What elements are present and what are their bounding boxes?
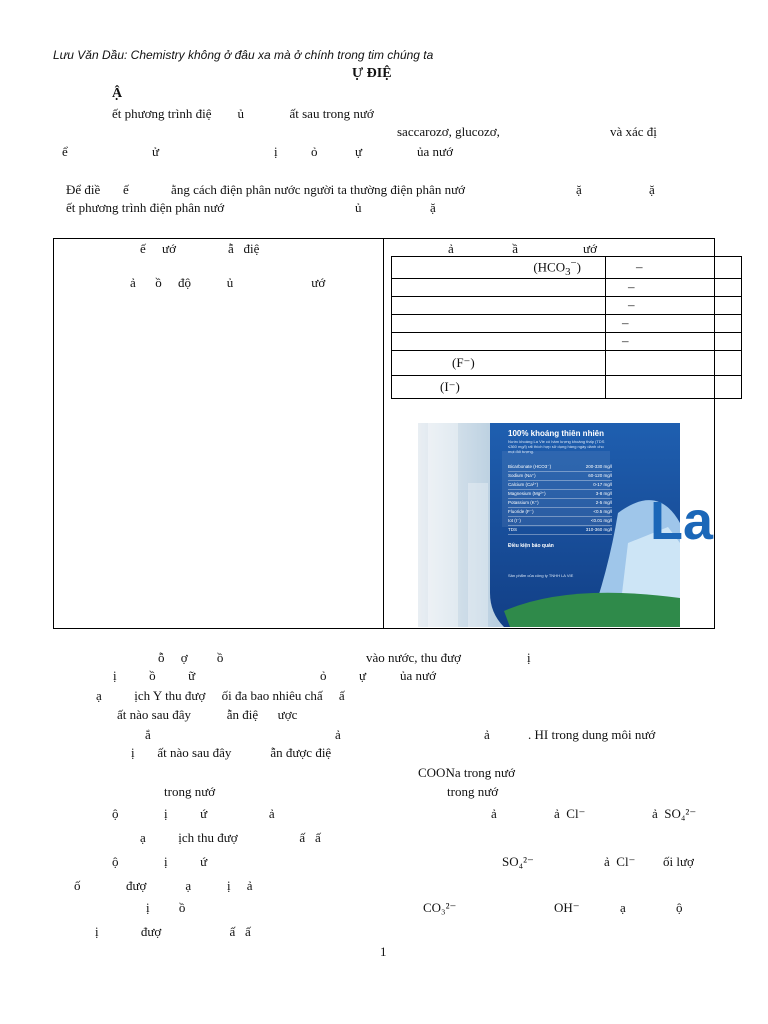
table-cell: $(HCO_3^-)$ — [392, 257, 606, 279]
label-mineral-name: Magnesium (Mg²⁺) — [508, 491, 546, 496]
label-mineral-name: Potassium (K⁺) — [508, 500, 539, 505]
label-mineral-row — [508, 490, 612, 499]
question-line: vào nước, thu đượ — [366, 650, 461, 665]
paragraph-line: ặ — [576, 182, 582, 197]
section-heading: Ậ — [112, 86, 123, 101]
label-mineral-name: TDS — [508, 527, 517, 532]
box-left-line: ả ồ độ ủ ướ — [130, 275, 326, 290]
table-cell — [392, 296, 606, 314]
page-number: 1 — [380, 944, 387, 959]
question-line: ị ồ ữ — [113, 668, 196, 683]
question-line: ả — [484, 727, 490, 742]
table-cell: – — [606, 257, 742, 279]
question-line: ố đượ ạ ị ả — [74, 878, 253, 893]
question-line: saccarozơ, glucozơ, — [397, 124, 500, 139]
table-row — [392, 278, 742, 296]
question-line: ộ ị ứ ả — [112, 806, 275, 821]
question-line: ị — [274, 144, 278, 159]
label-mineral-row — [508, 481, 612, 490]
table-row — [392, 314, 742, 332]
table-cell — [392, 314, 606, 332]
question-line: OH⁻ — [554, 900, 580, 915]
question-line: ử — [152, 144, 160, 159]
label-mineral-value: 2-5 mg/l — [595, 500, 612, 505]
table-cell — [606, 350, 742, 375]
paragraph-line: ết phương trình điện phân nướ — [66, 200, 225, 215]
table-row — [392, 375, 742, 398]
label-mineral-value: 200-330 mg/l — [585, 464, 612, 469]
label-title: 100% khoáng thiên nhiên — [508, 429, 605, 438]
brand-logo: La — [650, 491, 714, 551]
label-mineral-name: Fluoride (F⁻) — [508, 509, 534, 514]
question-line: ể — [62, 144, 68, 159]
label-mineral-name: Sodium (Na⁺) — [508, 473, 536, 478]
question-line: ả SO₄²⁻ — [652, 806, 697, 821]
question-line: ạ ịch thu đượ ấ ấ — [140, 830, 321, 845]
question-line: ả — [491, 806, 497, 821]
question-line: COONa trong nướ — [418, 765, 515, 780]
box-left-line: ế ướ ẫ điệ — [140, 241, 260, 256]
paragraph-line: ặ — [430, 200, 436, 215]
question-line: trong nướ — [164, 784, 216, 799]
label-mineral-row — [508, 517, 612, 526]
page-header: Lưu Văn Dầu: Chemistry không ở đâu xa mà ở chính trong tim chúng ta — [53, 48, 434, 62]
question-line: ỗ ợ ồ — [158, 650, 224, 665]
label-intro: Nước khoáng La Vie có hàm lượng khoáng thấp (TDS ≤360 mg/l) rất thích hợp sử dụng hàng ngày dành cho mọi đối tượng. — [508, 439, 605, 454]
box-divider — [383, 238, 384, 628]
box-right-heading: ả ầ ướ — [448, 241, 597, 256]
question-line: ối lượ — [663, 854, 694, 869]
question-line: ắ — [145, 727, 151, 742]
question-line: ạ ịch Y thu đượ ối đa bao nhiêu chấ ấ — [96, 688, 345, 703]
table-row — [392, 257, 742, 279]
table-row — [392, 296, 742, 314]
question-line: ị đượ ấ ấ — [95, 924, 251, 939]
question-line: ị ồ — [146, 900, 186, 915]
table-cell: – — [606, 278, 742, 296]
label-mineral-value: 3-8 mg/l — [595, 491, 612, 496]
question-line: . HI trong dung môi nướ — [528, 727, 656, 742]
table-cell: (I⁻) — [392, 375, 606, 398]
label-mineral-name: Bicarbonate (HCO3⁻) — [508, 464, 552, 469]
table-row — [392, 350, 742, 375]
question-line: ả Cl⁻ — [554, 806, 586, 821]
question-line: ất nào sau đây ẫn điệ ược — [117, 707, 298, 722]
paragraph-line: ặ — [649, 182, 655, 197]
table-cell: – — [606, 314, 742, 332]
question-line: ả — [335, 727, 341, 742]
question-line: ộ ị ứ — [112, 854, 208, 869]
label-mineral-row — [508, 499, 612, 508]
mineral-table — [391, 256, 742, 399]
label-mineral-row — [508, 526, 612, 535]
question-line: ết phương trình điệ ủ ất sau trong nướ — [112, 106, 374, 121]
paragraph-line: Để điề ế ằng cách điện phân nước người ta thường điện phân nướ — [66, 182, 466, 197]
label-mineral-value: <0.5 mg/l — [593, 509, 612, 514]
question-line: ủa nướ — [417, 144, 453, 159]
question-line: ỏ — [311, 144, 318, 159]
question-line: ỏ ự — [320, 668, 367, 683]
water-bottle-photo — [418, 423, 714, 627]
page-title: Ự ĐIỆ — [352, 66, 392, 81]
label-mineral-row — [508, 463, 612, 472]
label-mineral-row — [508, 472, 612, 481]
question-line: CO₃²⁻ — [423, 900, 457, 915]
label-mineral-name: Iot (I⁻) — [508, 518, 521, 523]
question-line: ạ — [620, 900, 626, 915]
question-line: ả Cl⁻ — [604, 854, 636, 869]
label-mineral-list — [508, 463, 612, 535]
label-mineral-value: <0.01 mg/l — [590, 518, 612, 523]
question-line: ị — [527, 650, 531, 665]
label-mineral-row — [508, 508, 612, 517]
table-cell — [606, 375, 742, 398]
label-mineral-name: Calcium (Ca²⁺) — [508, 482, 539, 487]
question-line: ị ất nào sau đây ẫn được điệ — [131, 745, 332, 760]
table-cell: (F⁻) — [392, 350, 606, 375]
question-line: ủa nướ — [400, 668, 436, 683]
question-line: ự — [355, 144, 363, 159]
table-row — [392, 332, 742, 350]
label-mineral-value: 60-120 mg/l — [588, 473, 612, 478]
table-cell — [392, 332, 606, 350]
question-line: và xác đị — [610, 124, 657, 139]
question-line: trong nướ — [447, 784, 499, 799]
label-company: Sản phẩm của công ty TNHH LA VIE — [508, 573, 574, 578]
table-cell: – — [606, 332, 742, 350]
label-mineral-value: 310-360 mg/l — [585, 527, 612, 532]
question-line: SO₄²⁻ — [502, 854, 534, 869]
table-cell — [392, 278, 606, 296]
paragraph-line: ủ — [355, 200, 362, 215]
table-cell: – — [606, 296, 742, 314]
label-mineral-value: 0-17 mg/l — [593, 482, 612, 487]
question-line: ộ — [676, 900, 683, 915]
label-storage: Điều kiện bảo quản — [508, 543, 554, 549]
